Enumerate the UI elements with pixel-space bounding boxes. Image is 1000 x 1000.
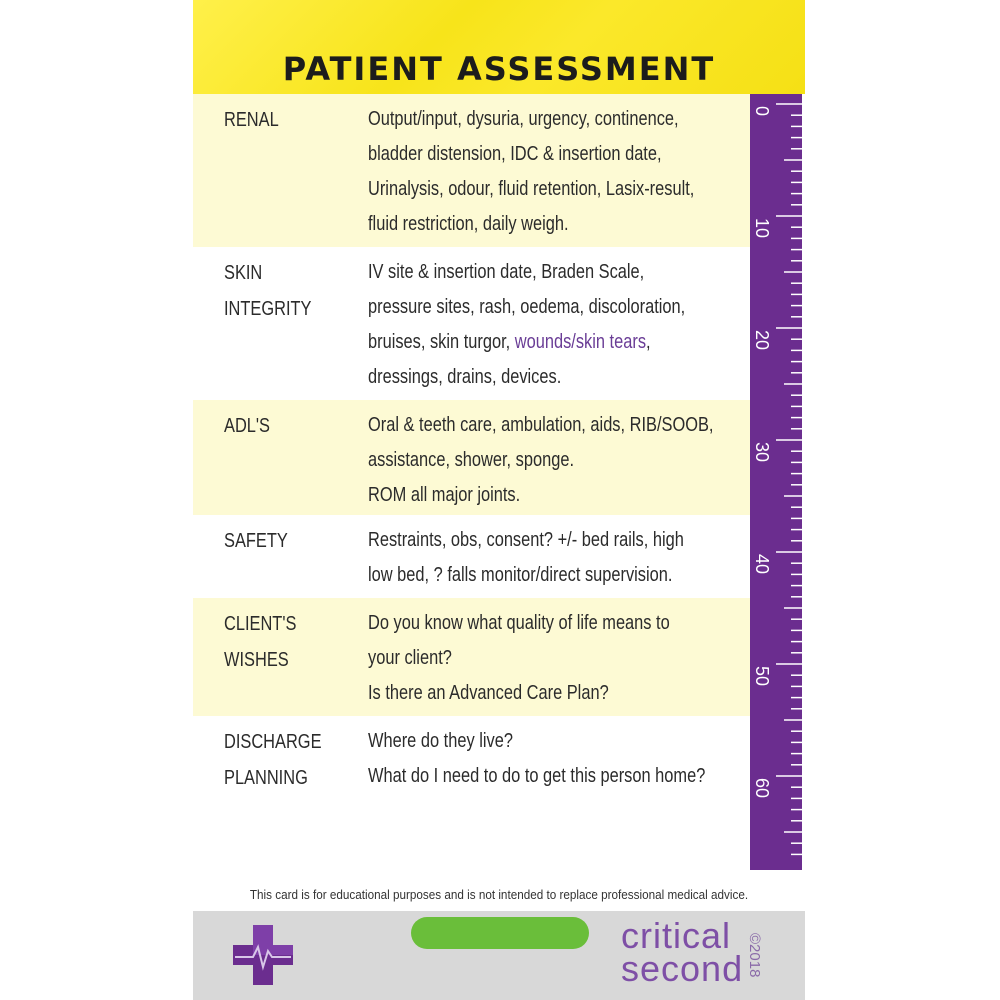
highlighted-text: wounds/skin tears (514, 331, 647, 353)
row-label: SKIN INTEGRITY (224, 262, 312, 320)
body-text: Do you know what quality of life means to (368, 612, 670, 634)
body-text: pressure sites, rash, oedema, discoloration, (368, 296, 686, 318)
card-title: PATIENT ASSESSMENT (282, 50, 716, 88)
medical-cross-icon (231, 923, 295, 987)
row-body-line (368, 676, 729, 711)
body-text: fluid restriction, daily weigh. (368, 213, 569, 235)
row-body (368, 523, 729, 593)
brand-line-2: second (621, 948, 744, 989)
row-adls (193, 400, 750, 515)
ruler-label: 40 (752, 554, 772, 575)
body-text: low bed, ? falls monitor/direct supervision. (368, 564, 673, 586)
green-pill-badge (411, 917, 589, 949)
row-clients-wishes (193, 598, 750, 716)
row-discharge-planning (193, 716, 750, 816)
ruler-label: 20 (752, 330, 772, 351)
row-renal (193, 94, 750, 247)
body-text: Oral & teeth care, ambulation, aids, RIB/SOOB, (368, 414, 714, 436)
card-footer (193, 911, 805, 1000)
row-body-line (368, 290, 729, 325)
row-label: SAFETY (224, 530, 288, 552)
body-text: What do I need to do to get this person home? (368, 765, 706, 787)
row-safety (193, 515, 750, 598)
brand-line-1: critical (621, 915, 732, 956)
body-text: bladder distension, IDC & insertion date, (368, 143, 662, 165)
row-body-line (368, 443, 729, 478)
body-text: Output/input, dysuria, urgency, continence, (368, 108, 679, 130)
body-text: IV site & insertion date, Braden Scale, (368, 261, 645, 283)
body-text: Where do they live? (368, 730, 513, 752)
row-body-line (368, 325, 729, 360)
row-body-line (368, 360, 729, 395)
card-header (193, 0, 805, 94)
row-body (368, 408, 729, 513)
row-body (368, 102, 729, 242)
row-body (368, 606, 729, 711)
ruler-label: 0 (752, 106, 772, 117)
ruler-label: 10 (752, 218, 772, 239)
ruler-label: 60 (752, 778, 772, 799)
row-label: CLIENT'S WISHES (224, 613, 297, 671)
body-text: assistance, shower, sponge. (368, 449, 575, 471)
row-body-line (368, 255, 729, 290)
row-body (368, 724, 729, 794)
row-body-line (368, 606, 729, 641)
copyright-text: ©2018 (746, 933, 763, 978)
row-label: DISCHARGE PLANNING (224, 731, 322, 789)
row-body-line (368, 724, 729, 759)
ruler-scale (750, 94, 802, 870)
row-body-line (368, 759, 729, 794)
disclaimer-text: This card is for educational purposes and is not intended to replace professional medical advice. (249, 887, 749, 902)
body-text: dressings, drains, devices. (368, 366, 562, 388)
row-label: RENAL (224, 109, 279, 131)
row-body-line (368, 172, 729, 207)
row-body-line (368, 558, 729, 593)
ruler-label: 30 (752, 442, 772, 463)
body-text: Urinalysis, odour, fluid retention, Lasix-result, (368, 178, 695, 200)
body-text: , (646, 331, 651, 353)
row-body-line (368, 207, 729, 242)
assessment-card (193, 0, 805, 1000)
ruler-label: 50 (752, 666, 772, 687)
row-body-line (368, 408, 729, 443)
row-body-line (368, 137, 729, 172)
brand-logo-text (621, 915, 744, 989)
row-body-line (368, 102, 729, 137)
body-text: ROM all major joints. (368, 484, 521, 506)
row-body-line (368, 641, 729, 676)
body-text: Is there an Advanced Care Plan? (368, 682, 609, 704)
body-text: your client? (368, 647, 452, 669)
row-body-line (368, 523, 729, 558)
body-text: Restraints, obs, consent? +/- bed rails, high (368, 529, 684, 551)
row-body-line (368, 478, 729, 513)
row-skin-integrity (193, 247, 750, 400)
measurement-ruler (750, 94, 802, 870)
row-label: ADL'S (224, 415, 270, 437)
body-text: bruises, skin turgor, (368, 331, 515, 353)
row-body (368, 255, 729, 395)
